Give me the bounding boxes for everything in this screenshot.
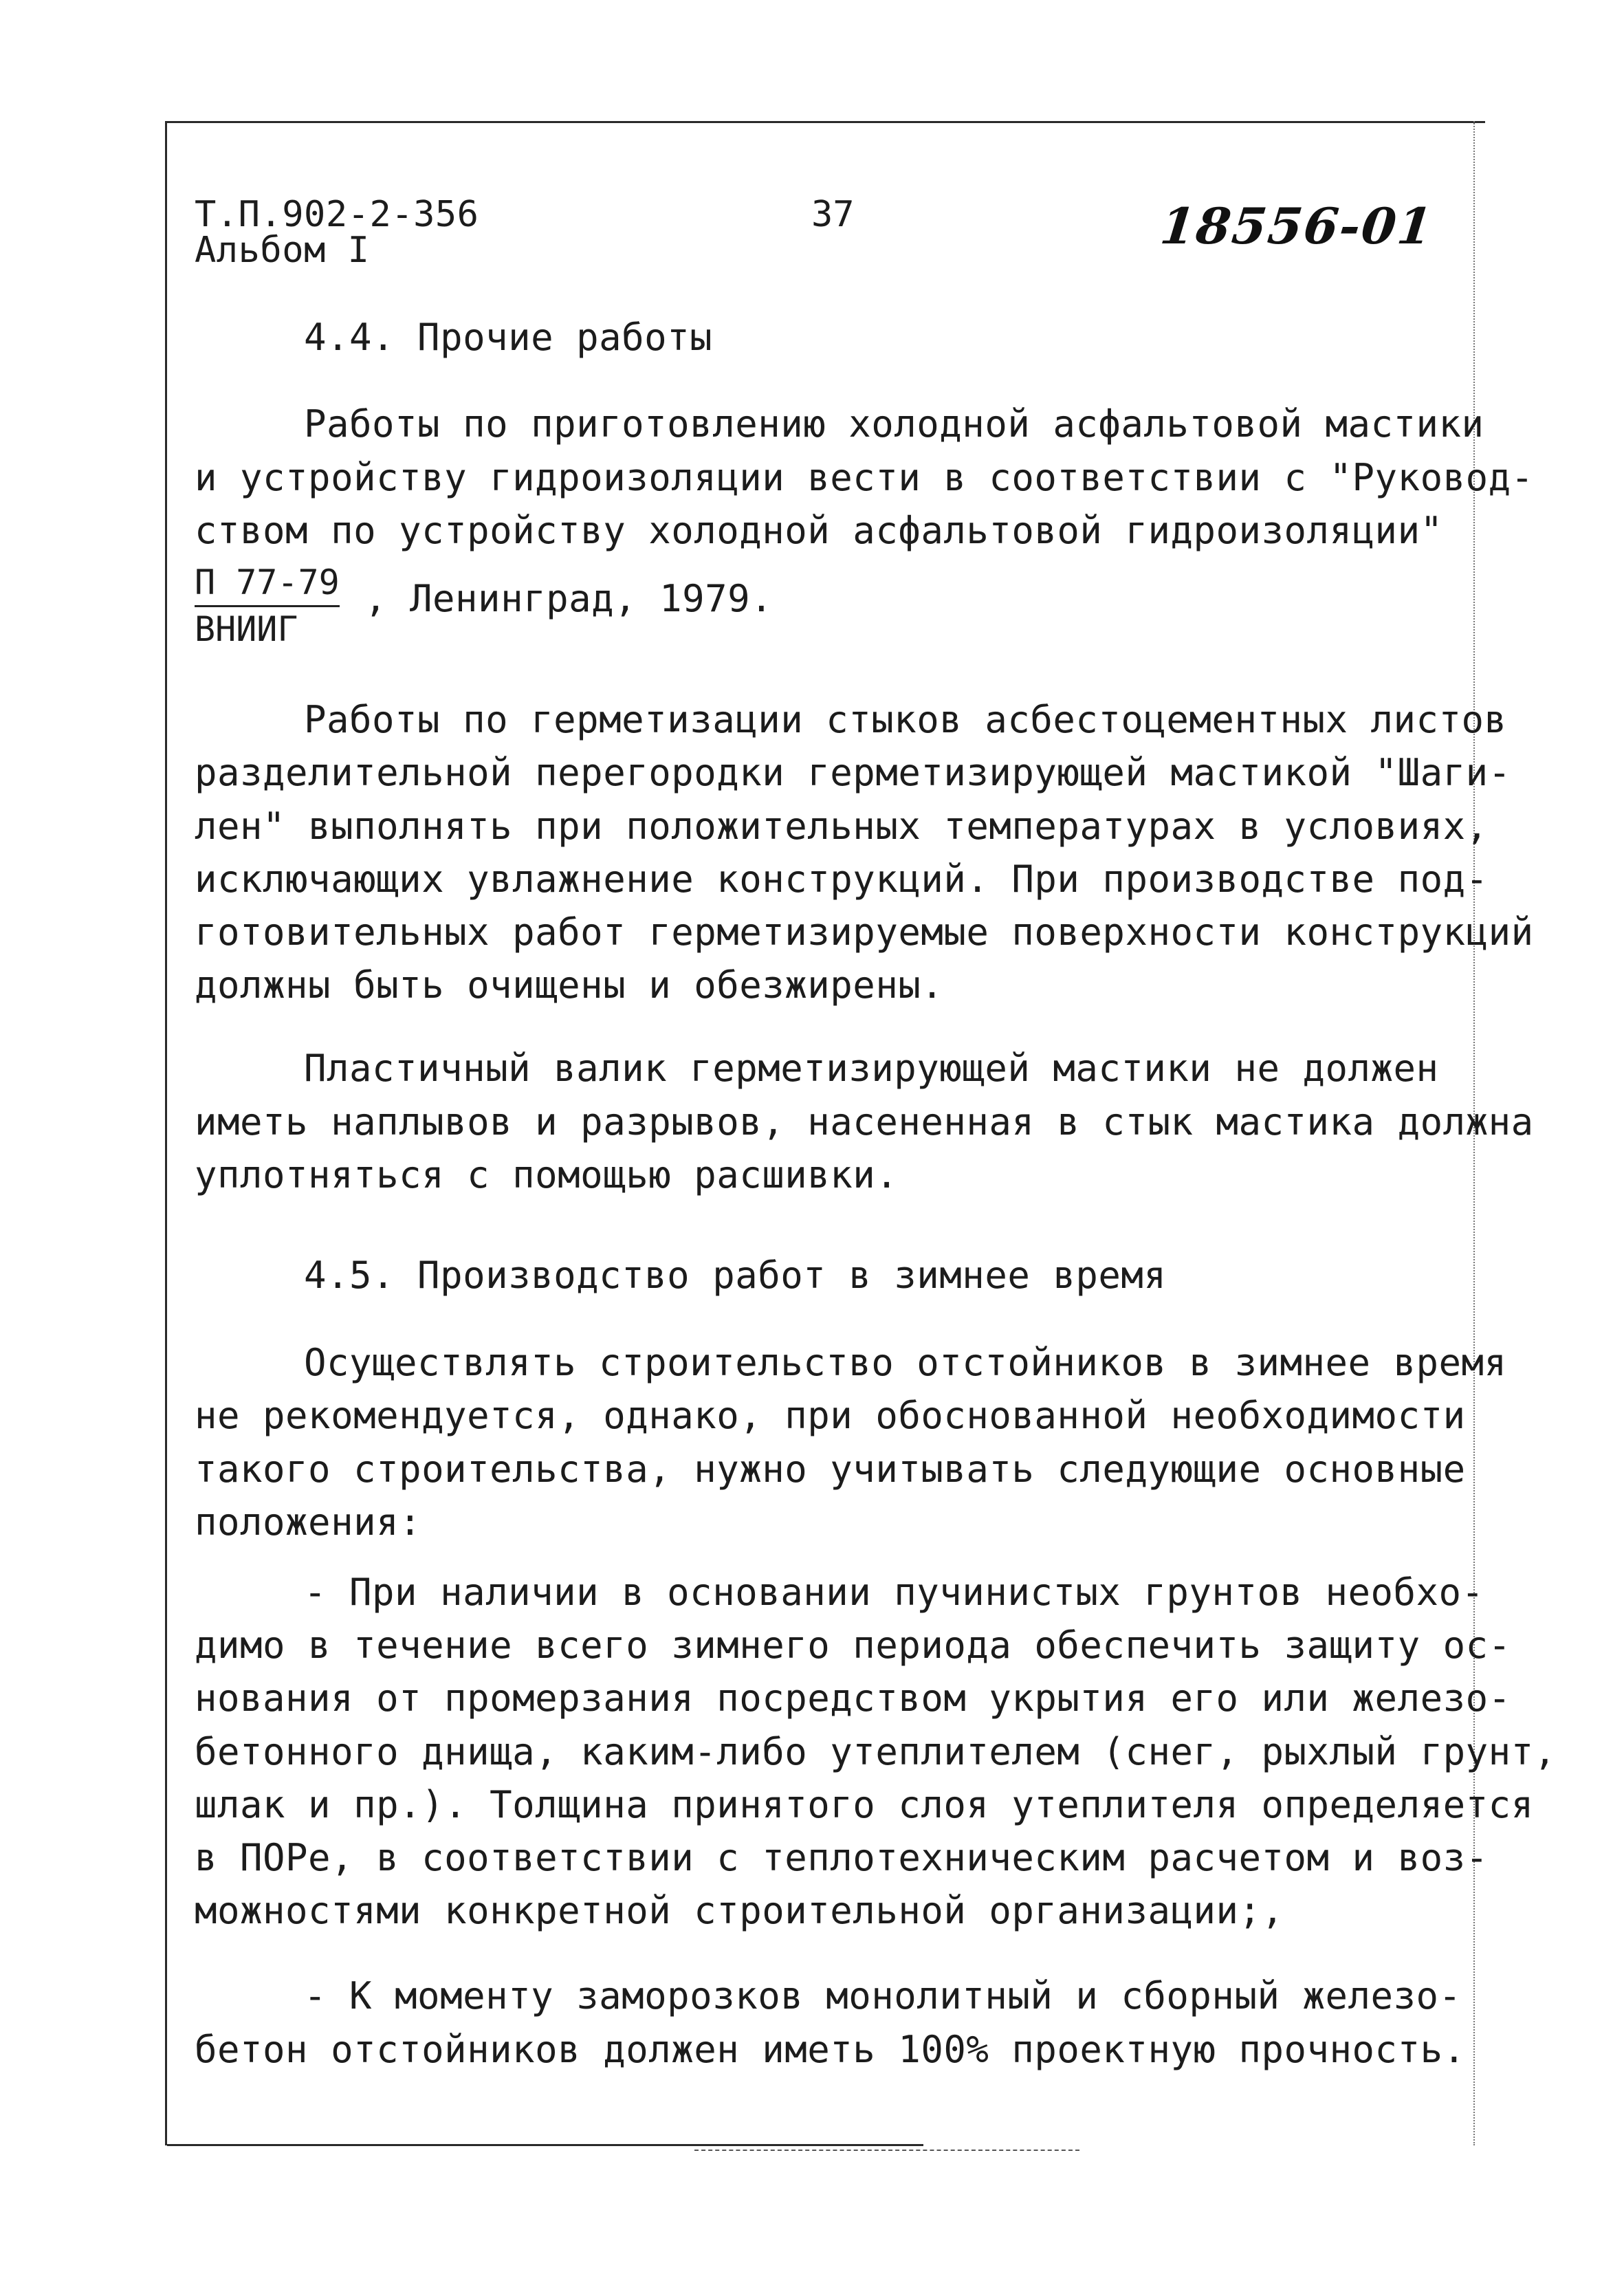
- album-label: Альбом I: [195, 230, 370, 271]
- s44-p1-line: ством по устройству холодной асфальтовой гидроизоляции": [195, 509, 1443, 552]
- section-4-5-title: 4.5. Производство работ в зимнее время: [304, 1254, 1167, 1297]
- page-frame-bottom-dashed: [694, 2150, 1079, 2151]
- page-frame-bottom: [167, 2144, 923, 2146]
- s45-item1-line: бетонного днища, каким-либо утеплителем (снег, рыхлый грунт,: [195, 1730, 1557, 1773]
- s44-p1-line: и устройству гидроизоляции вести в соответствии с "Руковод-: [195, 456, 1534, 499]
- s44-p2-line: готовительных работ герметизируемые поверхности конструкций: [195, 910, 1534, 954]
- s44-p2-line: разделительной перегородки герметизирующей мастикой "Шаги-: [195, 751, 1511, 794]
- handwritten-id: 18556-01: [1157, 197, 1437, 255]
- s45-item1-line: в ПОРе, в соответствии с теплотехническим расчетом и воз-: [195, 1836, 1489, 1879]
- s45-p1-line: такого строительства, нужно учитывать следующие основные: [195, 1447, 1466, 1491]
- page-number: 37: [811, 194, 855, 235]
- reference-organization: ВНИИГ: [195, 609, 298, 649]
- s45-item1-line: нования от промерзания посредством укрытия его или железо-: [195, 1676, 1511, 1720]
- s44-p3-line: уплотняться с помощью расшивки.: [195, 1153, 899, 1196]
- page-frame-top: [167, 121, 1485, 123]
- s45-p1-line: положения:: [195, 1500, 422, 1544]
- s45-p1-line: Осуществлять строительство отстойников в зимнее время: [304, 1341, 1507, 1384]
- page-frame-left: [165, 121, 167, 2145]
- section-4-4-title: 4.4. Прочие работы: [304, 316, 713, 359]
- s44-p3-line: иметь наплывов и разрывов, насененная в стык мастика должна: [195, 1100, 1534, 1144]
- s44-p2-line: Работы по герметизации стыков асбестоцементных листов: [304, 698, 1507, 741]
- doc-code: Т.П.902-2-356: [195, 194, 479, 235]
- s44-p1-line: Работы по приготовлению холодной асфальтовой мастики: [304, 402, 1484, 446]
- reference-tail: , Ленинград, 1979.: [364, 577, 773, 620]
- s45-item1-line: шлак и пр.). Толщина принятого слоя утеплителя определяется: [195, 1783, 1534, 1826]
- reference-code: П 77-79: [195, 562, 340, 607]
- s45-item2-line: - К моменту заморозков монолитный и сборный железо-: [304, 1974, 1462, 2018]
- s45-p1-line: не рекомендуется, однако, при обоснованной необходимости: [195, 1394, 1466, 1437]
- s45-item1-line: - При наличии в основании пучинистых грунтов необхо-: [304, 1571, 1484, 1614]
- s44-p2-line: лен" выполнять при положительных температурах в условиях,: [195, 805, 1489, 848]
- s45-item1-line: димо в течение всего зимнего периода обеспечить защиту ос-: [195, 1623, 1511, 1667]
- s45-item1-line: можностями конкретной строительной организации;,: [195, 1889, 1284, 1932]
- s44-p2-line: должны быть очищены и обезжирены.: [195, 963, 944, 1007]
- s44-p3-line: Пластичный валик герметизирующей мастики не должен: [304, 1047, 1439, 1090]
- s45-item2-line: бетон отстойников должен иметь 100% проектную прочность.: [195, 2028, 1466, 2071]
- s44-p2-line: исключающих увлажнение конструкций. При производстве под-: [195, 857, 1489, 901]
